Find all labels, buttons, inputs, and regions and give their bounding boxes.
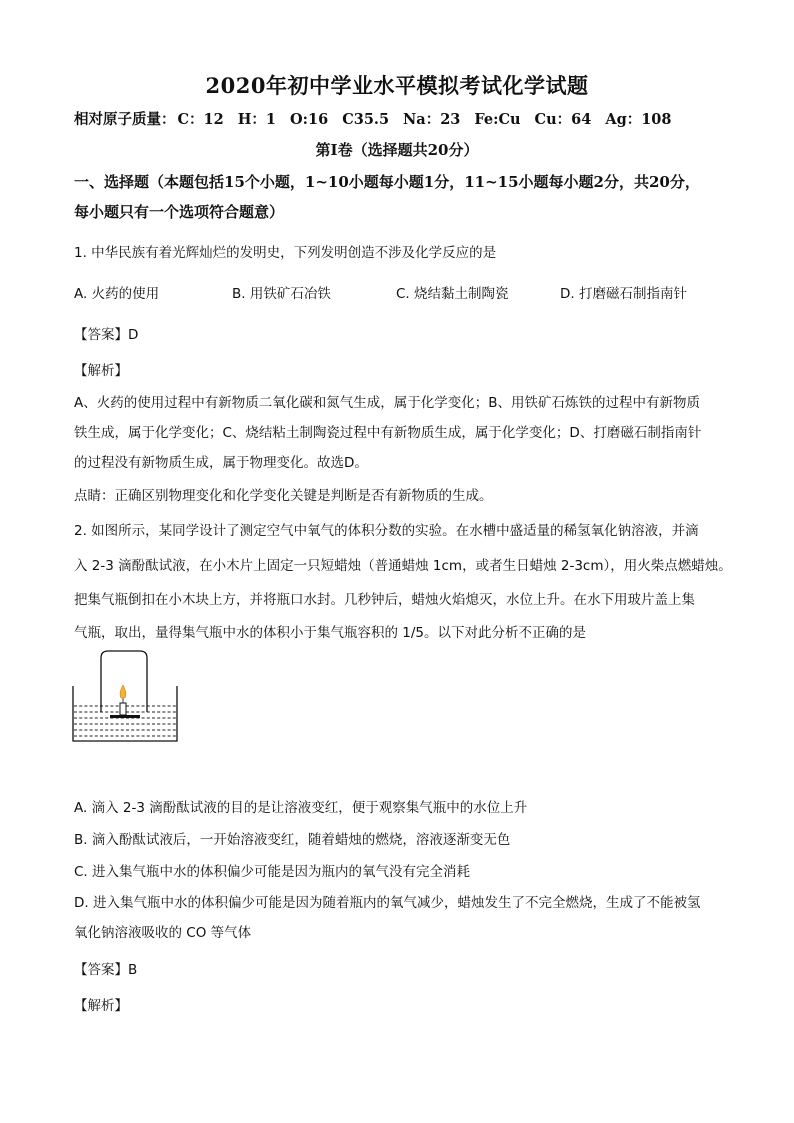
mass-item: C35.5 [342, 111, 390, 128]
q1-option-a: A. 火药的使用 [74, 286, 160, 302]
q1-option-d: D. 打磨磁石制指南针 [560, 286, 687, 302]
q2-stem-line: 入 2-3 滴酚酞试液，在小木片上固定一只短蜡烛（普通蜡烛 1cm，或者生日蜡烛 2-3cm），用火柴点燃蜡烛。 [74, 558, 732, 574]
flame-icon [120, 685, 126, 699]
q2-stem-line: 2. 如图所示，某同学设计了测定空气中氧气的体积分数的实验。在水槽中盛适量的稀氢氧化钠溶液，并滴 [74, 523, 699, 539]
mass-item: Fe:Cu [474, 111, 521, 128]
mass-item: H：1 [237, 111, 277, 128]
q1-answer: 【答案】D [74, 327, 139, 343]
q2-option-c: C. 进入集气瓶中水的体积偏少可能是因为瓶内的氧气没有完全消耗 [74, 864, 471, 880]
q2-option-b: B. 滴入酚酞试液后，一开始溶液变红，随着蜡烛的燃烧，溶液逐渐变无色 [74, 832, 511, 848]
q2-option-d: D. 进入集气瓶中水的体积偏少可能是因为随着瓶内的氧气减少，蜡烛发生了不完全燃烧，生成了不能被氢 [74, 895, 701, 911]
relative-atomic-masses [74, 108, 685, 129]
section-heading-line1: 一、选择题（本题包括15个小题，1~10小题每小题1分，11~15小题每小题2分，共20分， [74, 173, 700, 191]
masses-label: 相对原子质量： [74, 111, 176, 128]
q1-analysis-line: A、火药的使用过程中有新物质二氧化碳和氮气生成，属于化学变化；B、用铁矿石炼铁的过程中有新物质 [74, 395, 700, 411]
mass-item: Na：23 [403, 111, 461, 128]
q2-analysis-tag: 【解析】 [74, 998, 128, 1014]
q1-analysis-tag: 【解析】 [74, 363, 128, 379]
q2-stem-line: 把集气瓶倒扣在小木块上方，并将瓶口水封。几秒钟后，蜡烛火焰熄灭，水位上升。在水下用玻片盖上集 [74, 592, 695, 608]
mass-item: O:16 [290, 111, 329, 128]
q1-option-b: B. 用铁矿石冶铁 [232, 286, 331, 302]
section-heading-line2: 每小题只有一个选项符合题意） [74, 203, 285, 221]
q1-option-c: C. 烧结黏土制陶瓷 [396, 286, 509, 302]
q2-option-d-cont: 氧化钠溶液吸收的 CO 等气体 [74, 925, 252, 941]
q2-stem-line: 气瓶，取出，量得集气瓶中水的体积小于集气瓶容积的 1/5。以下对此分析不正确的是 [74, 625, 587, 641]
q2-answer: 【答案】B [74, 962, 138, 978]
q1-tip: 点睛：正确区别物理变化和化学变化关键是判断是否有新物质的生成。 [74, 488, 493, 504]
candle [120, 703, 126, 715]
part-title: 第Ⅰ卷（选择题共20分） [315, 141, 479, 159]
q1-stem: 1. 中华民族有着光辉灿烂的发明史，下列发明创造不涉及化学反应的是 [74, 245, 497, 261]
page-title: 2020年初中学业水平模拟考试化学试题 [205, 73, 589, 98]
q2-option-a: A. 滴入 2-3 滴酚酞试液的目的是让溶液变红，便于观察集气瓶中的水位上升 [74, 800, 528, 816]
candle-experiment-diagram [72, 648, 182, 744]
mass-item: C：12 [177, 111, 224, 128]
q1-analysis-line: 的过程没有新物质生成，属于物理变化。故选D。 [74, 455, 368, 471]
mass-item: Ag：108 [605, 111, 672, 128]
q1-analysis-line: 铁生成，属于化学变化；C、烧结粘土制陶瓷过程中有新物质生成，属于化学变化；D、打磨磁石制指南针 [74, 425, 702, 441]
mass-item: Cu：64 [534, 111, 592, 128]
